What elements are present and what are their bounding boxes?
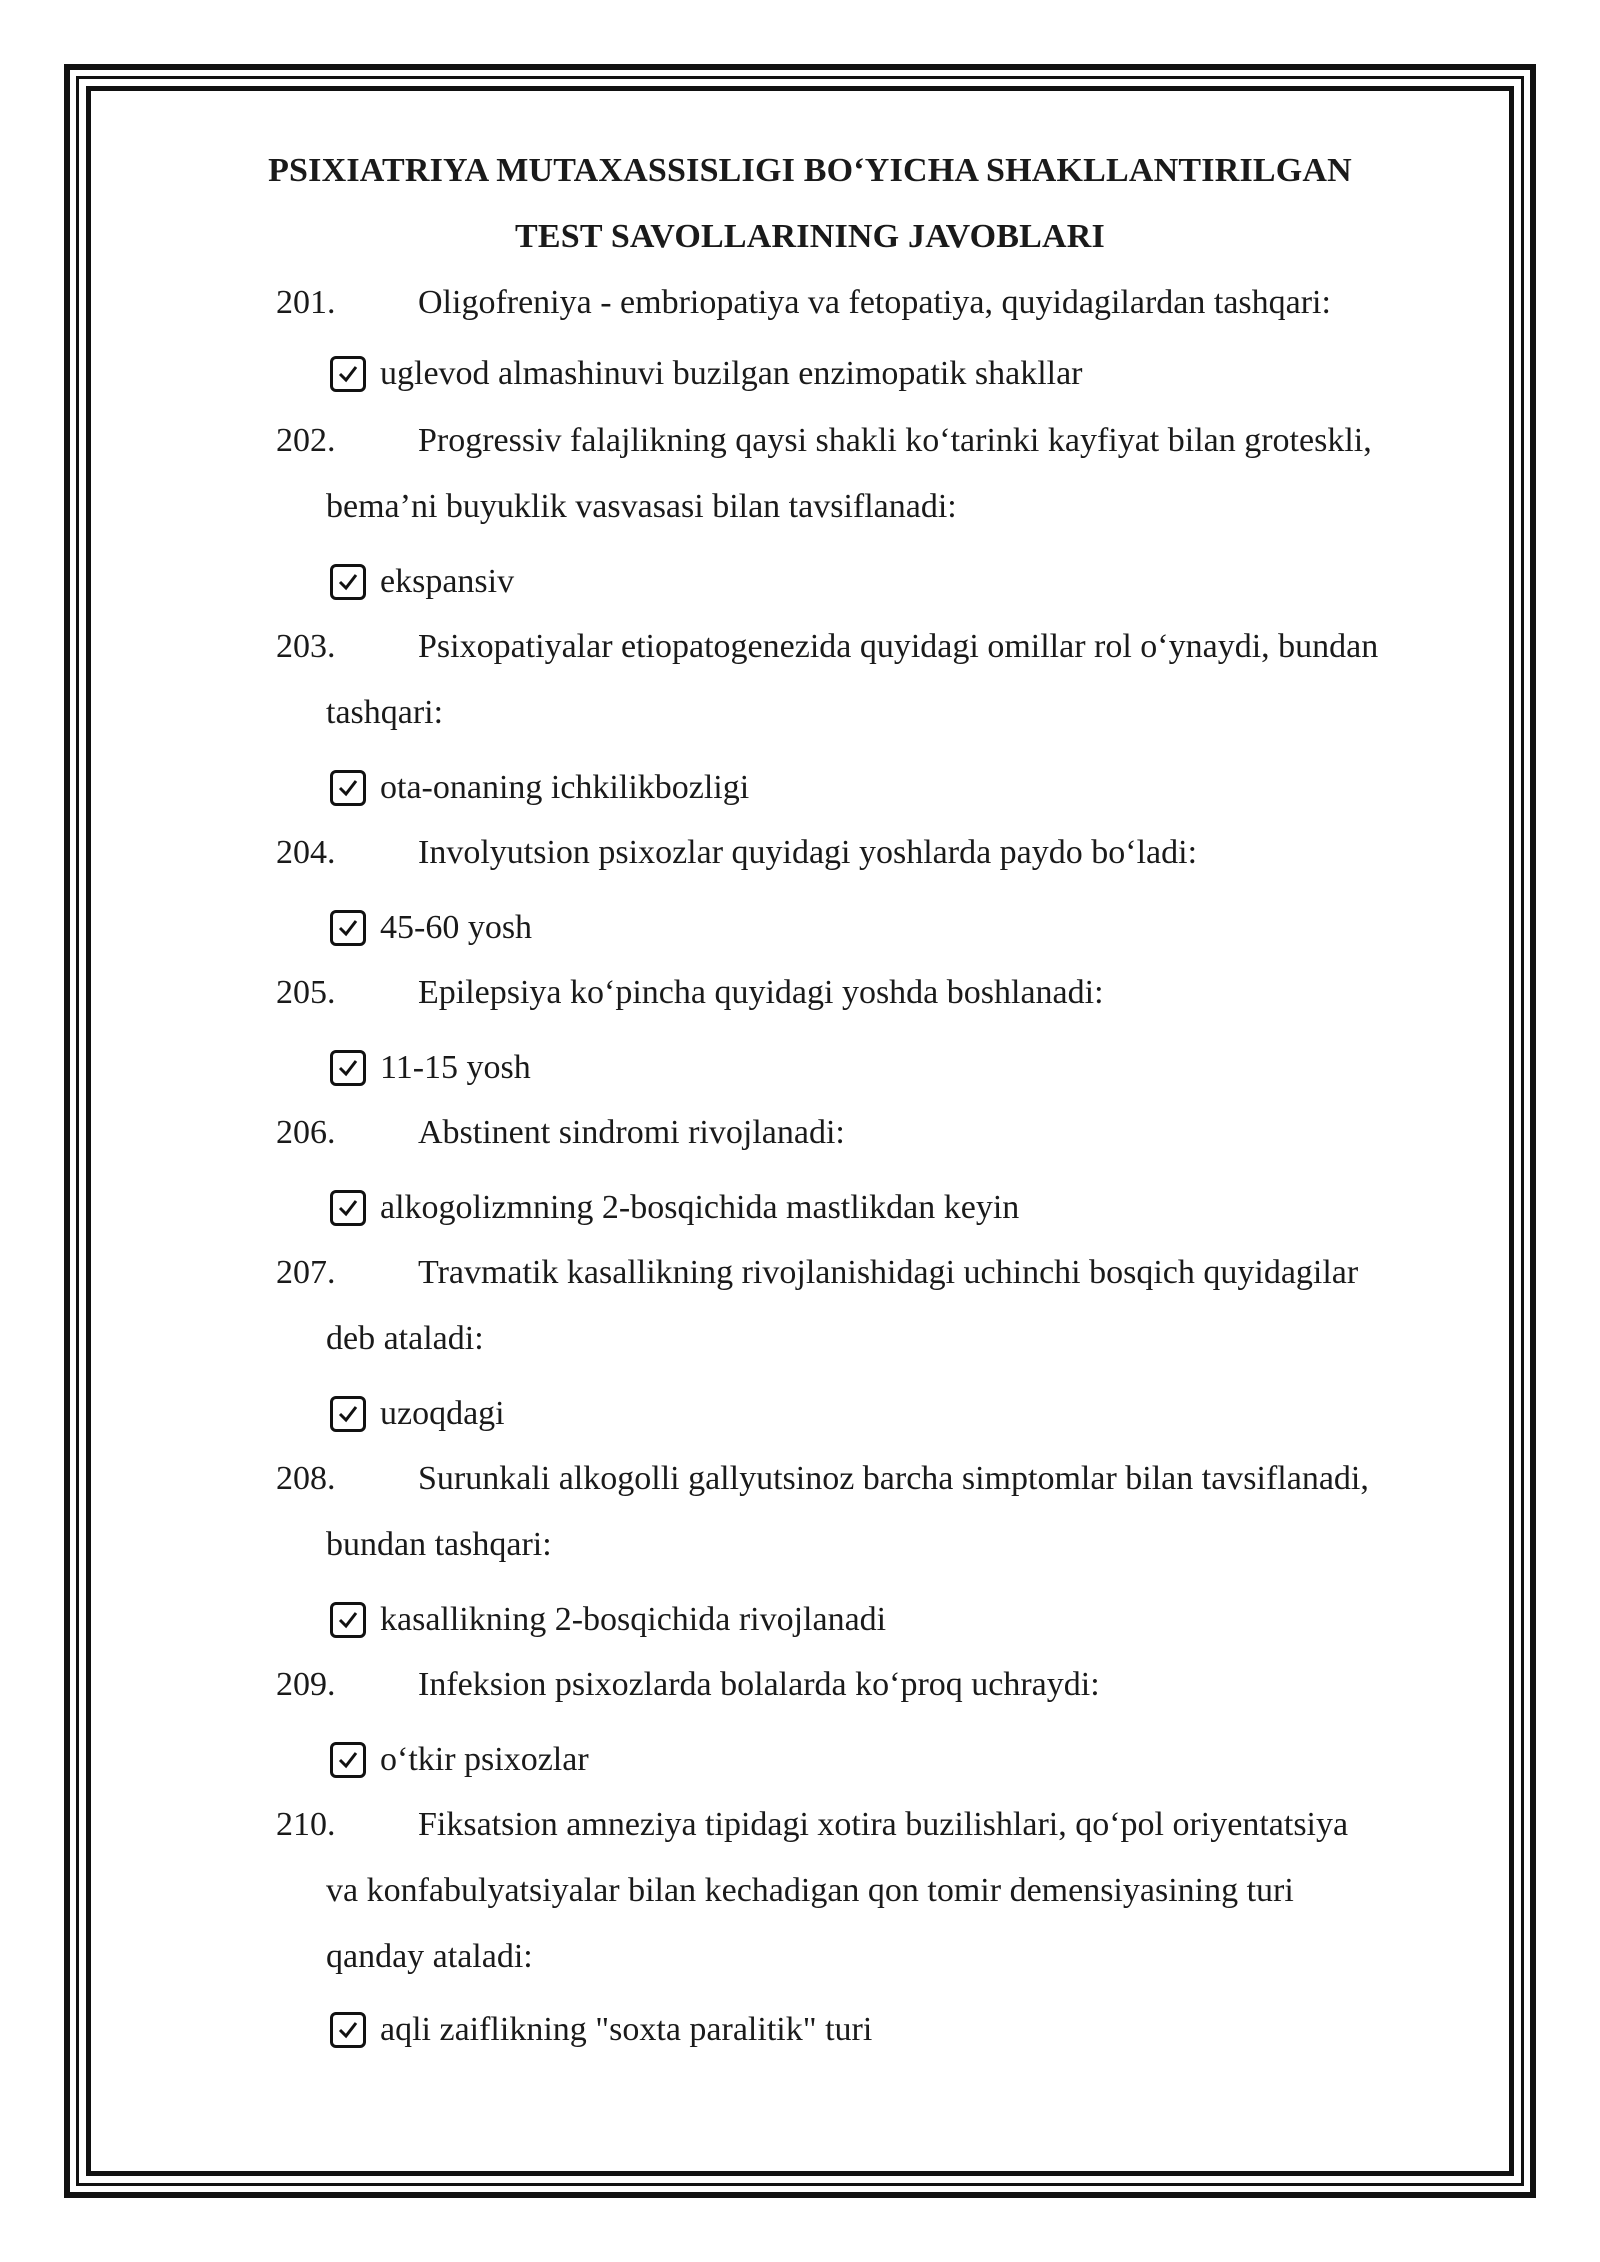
- question-number: 210.: [276, 1806, 336, 1843]
- document-title-line-2: TEST SAVOLLARINING JAVOBLARI: [515, 218, 1105, 255]
- answer-item: [330, 1186, 1019, 1230]
- document-title-line-1: PSIXIATRIYA MUTAXASSISLIGI BO‘YICHA SHAKLLANTIRILGAN: [268, 152, 1352, 189]
- question-text-continuation: bema’ni buyuklik vasvasasi bilan tavsiflanadi:: [326, 488, 957, 525]
- question-text: Progressiv falajlikning qaysi shakli ko‘tarinki kayfiyat bilan groteskli,: [418, 422, 1372, 459]
- question-text-continuation: va konfabulyatsiyalar bilan kechadigan qon tomir demensiyasining turi: [326, 1872, 1294, 1909]
- question-number: 201.: [276, 284, 336, 321]
- question-text: Abstinent sindromi rivojlanadi:: [418, 1114, 845, 1151]
- answer-item: [330, 766, 749, 810]
- checkbox-checked-icon: [330, 1602, 366, 1638]
- answer-item: [330, 906, 532, 950]
- question-number: 208.: [276, 1460, 336, 1497]
- question-text: Oligofreniya - embriopatiya va fetopatiya, quyidagilardan tashqari:: [418, 284, 1331, 321]
- question-text: Fiksatsion amneziya tipidagi xotira buzilishlari, qo‘pol oriyentatsiya: [418, 1806, 1349, 1843]
- checkbox-checked-icon: [330, 1050, 366, 1086]
- answer-text: ota-onaning ichkilikbozligi: [380, 769, 750, 806]
- checkbox-checked-icon: [330, 1190, 366, 1226]
- answer-text: o‘tkir psixozlar: [380, 1741, 589, 1778]
- checkbox-checked-icon: [330, 356, 366, 392]
- question-text-continuation: deb ataladi:: [326, 1320, 484, 1357]
- question-text-continuation: bundan tashqari:: [326, 1526, 552, 1563]
- question-number: 207.: [276, 1254, 336, 1291]
- question-text: Surunkali alkogolli gallyutsinoz barcha simptomlar bilan tavsiflanadi,: [418, 1460, 1369, 1497]
- checkbox-checked-icon: [330, 1396, 366, 1432]
- question-number: 209.: [276, 1666, 336, 1703]
- question-number: 204.: [276, 834, 336, 871]
- question-text: Travmatik kasallikning rivojlanishidagi uchinchi bosqich quyidagilar: [418, 1254, 1359, 1291]
- answer-item: [330, 1738, 589, 1782]
- answer-text: uglevod almashinuvi buzilgan enzimopatik shakllar: [380, 355, 1083, 392]
- checkbox-checked-icon: [330, 1742, 366, 1778]
- answer-text: alkogolizmning 2-bosqichida mastlikdan keyin: [380, 1189, 1020, 1226]
- question-text: Involyutsion psixozlar quyidagi yoshlarda paydo bo‘ladi:: [418, 834, 1198, 871]
- question-number: 203.: [276, 628, 336, 665]
- answer-text: 11-15 yosh: [380, 1049, 531, 1086]
- answer-text: 45-60 yosh: [380, 909, 533, 946]
- answer-item: [330, 1046, 531, 1090]
- answer-item: [330, 1392, 505, 1436]
- checkbox-checked-icon: [330, 910, 366, 946]
- answer-text: ekspansiv: [380, 563, 515, 600]
- question-text: Psixopatiyalar etiopatogenezida quyidagi omillar rol o‘ynaydi, bundan: [418, 628, 1379, 665]
- checkbox-checked-icon: [330, 564, 366, 600]
- answer-item: [330, 1598, 886, 1642]
- answer-text: uzoqdagi: [380, 1395, 505, 1432]
- question-number: 205.: [276, 974, 336, 1011]
- question-text-continuation: tashqari:: [326, 694, 444, 731]
- answer-text: kasallikning 2-bosqichida rivojlanadi: [380, 1601, 887, 1638]
- question-text-continuation: qanday ataladi:: [326, 1938, 533, 1975]
- question-text: Infeksion psixozlarda bolalarda ko‘proq uchraydi:: [418, 1666, 1100, 1703]
- answer-item: [330, 2008, 872, 2052]
- answer-item: [330, 352, 1083, 396]
- question-text: Epilepsiya ko‘pincha quyidagi yoshda boshlanadi:: [418, 974, 1104, 1011]
- checkbox-checked-icon: [330, 2012, 366, 2048]
- question-number: 206.: [276, 1114, 336, 1151]
- answer-item: [330, 560, 514, 604]
- answer-text: aqli zaiflikning "soxta paralitik" turi: [380, 2011, 873, 2048]
- question-number: 202.: [276, 422, 336, 459]
- checkbox-checked-icon: [330, 770, 366, 806]
